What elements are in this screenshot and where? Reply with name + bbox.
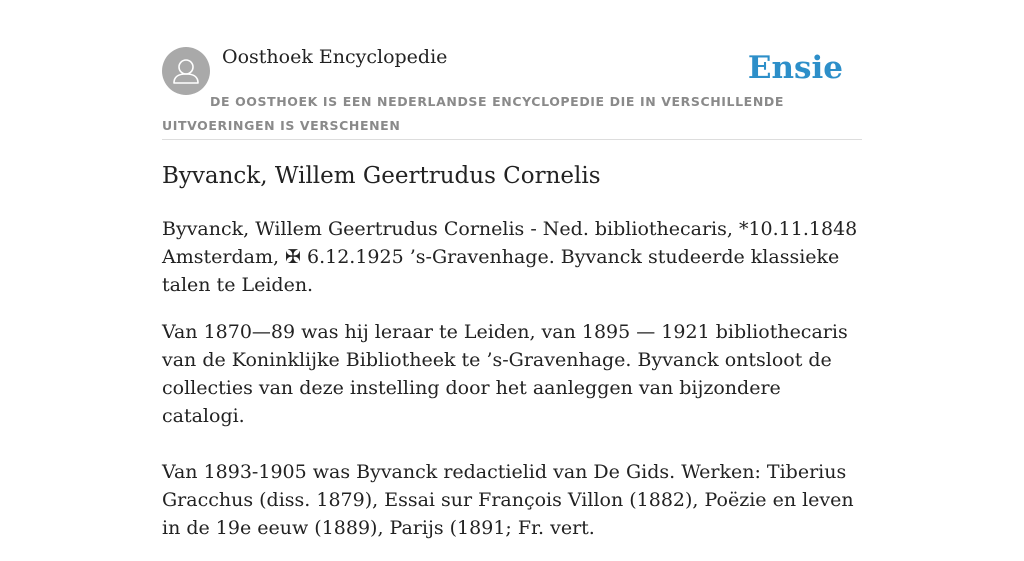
site-name-link[interactable]: Oosthoek Encyclopedie xyxy=(222,46,448,68)
article-title: Byvanck, Willem Geertrudus Cornelis xyxy=(162,163,601,189)
article-paragraph: Byvanck, Willem Geertrudus Cornelis - Ned. bibliothecaris, *10.11.1848 Amsterdam, ✠ 6.12.1925 ’s-Gravenhage. Byvanck studeerde klassieke talen te Leiden. xyxy=(162,218,858,296)
site-tagline: DE OOSTHOEK IS EEN NEDERLANDSE ENCYCLOPEDIE DIE IN VERSCHILLENDE UITVOERINGEN IS VERSCHENEN xyxy=(162,94,784,133)
article-paragraph: Van 1870—89 was hij leraar te Leiden, van 1895 — 1921 bibliothecaris van de Koninklijke Bibliotheek te ’s-Gravenhage. Byvanck ontsloot de collecties van deze instelling door het aanleggen van bijzondere catalogi. xyxy=(162,321,848,427)
ensie-logo[interactable]: Ensie xyxy=(747,50,843,86)
article-body xyxy=(162,215,862,561)
article-paragraph: Van 1893-1905 was Byvanck redactielid van De Gids. Werken: Tiberius Gracchus (diss. 1879), Essai sur François Villon (1882), Poëzie en leven in de 19e eeuw (1889), Parijs (1891; Fr. vert. xyxy=(162,461,854,539)
user-avatar-icon[interactable] xyxy=(162,47,210,95)
site-header xyxy=(162,0,862,140)
page-container xyxy=(162,0,862,539)
